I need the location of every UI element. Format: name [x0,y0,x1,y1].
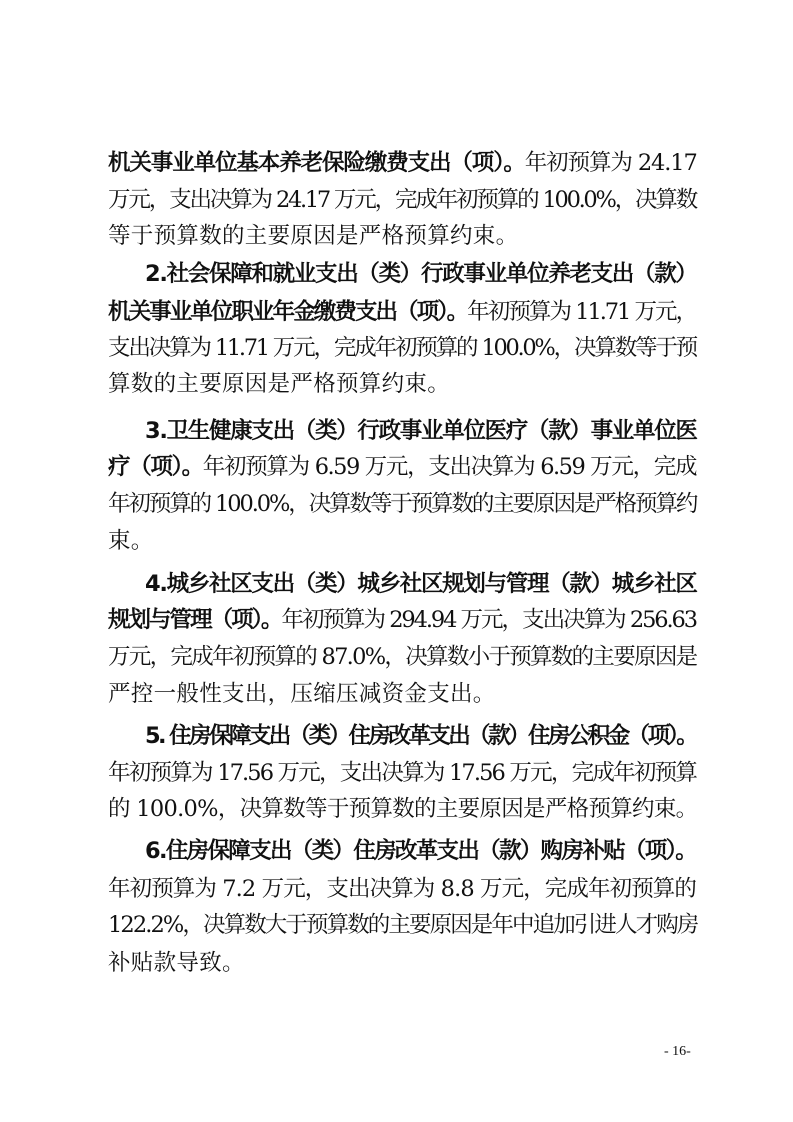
bold-heading: 4.城乡社区支出（类）城乡社区规划与管理（款）城乡社区 [145,571,697,597]
bold-heading: 5. 住房保障支出（类）住房改革支出（款）住房公积金（项）。 [145,723,696,749]
bold-heading: 3.卫生健康支出（类）行政事业单位医疗（款）事业单位医 [145,418,697,444]
body-text: 支出决算为 11.71 万元，完成年初预算的 100.0%，决算数等于预 [108,335,696,361]
paragraph-3-line-4 [108,526,696,556]
paragraph-6-line-3 [108,910,696,940]
body-text: 年初预算为 24.17 [524,150,697,176]
bold-heading: 2.社会保障和就业支出（类）行政事业单位养老支出（款） [145,261,697,287]
paragraph-4-line-4 [108,679,696,709]
paragraph-5-line-3 [108,794,696,824]
paragraph-6-line-4 [108,948,696,978]
body-text: 年初预算为 11.71 万元， [467,299,696,325]
paragraph-6-line-2 [108,874,696,904]
body-text: 年初预算为 6.59 万元，支出决算为 6.59 万元，完成 [202,454,696,480]
bold-heading: 机关事业单位职业年金缴费支出（项）。 [108,299,468,325]
bold-heading: 疗（项）。 [108,454,203,480]
body-text: 的 100.0%，决算数等于预算数的主要原因是严格预算约束。 [108,796,698,822]
bold-heading: 机关事业单位基本养老保险缴费支出（项）。 [108,150,525,176]
body-text: 年初预算为 294.94 万元，支出决算为 256.63 [281,607,696,633]
body-text: 算数的主要原因是严格预算约束。 [108,371,451,397]
paragraph-2-line-3 [108,333,696,363]
body-text: 年初预算为 7.2 万元，支出决算为 8.8 万元，完成年初预算的 [108,876,696,902]
paragraph-4-line-1 [145,569,696,599]
bold-heading: 6.住房保障支出（类）住房改革支出（款）购房补贴（项）。 [145,838,696,864]
paragraph-1-line-1 [108,148,696,178]
paragraph-4-line-2 [108,605,696,635]
paragraph-1-line-3 [108,221,696,251]
body-text: 严控一般性支出，压缩压减资金支出。 [108,681,496,707]
paragraph-1-line-2 [108,185,696,215]
page-number: - 16- [664,1044,691,1059]
bold-heading: 规划与管理（项）。 [108,607,282,633]
paragraph-2-line-1 [145,259,696,289]
paragraph-5-line-1 [145,721,696,751]
body-text: 年初预算的 100.0%，决算数等于预算数的主要原因是严格预算约 [108,491,697,517]
paragraph-5-line-2 [108,758,696,788]
body-text: 万元，支出决算为 24.17 万元，完成年初预算的 100.0%，决算数 [108,187,696,213]
paragraph-2-line-4 [108,369,696,399]
paragraph-6-line-1 [145,836,696,866]
body-text: 年初预算为 17.56 万元，支出决算为 17.56 万元，完成年初预算 [108,760,696,786]
paragraph-3-line-3 [108,489,696,519]
body-text: 122.2%，决算数大于预算数的主要原因是年中追加引进人才购房 [108,912,698,938]
paragraph-4-line-3 [108,642,696,672]
body-text: 等于预算数的主要原因是严格预算约束。 [108,223,519,249]
paragraph-3-line-1 [145,416,696,446]
body-text: 补贴款导致。 [108,950,245,976]
paragraph-3-line-2 [108,452,696,482]
body-text: 束。 [108,528,154,554]
body-text: 万元，完成年初预算的 87.0%，决算数小于预算数的主要原因是 [108,644,697,670]
paragraph-2-line-2 [108,297,696,327]
